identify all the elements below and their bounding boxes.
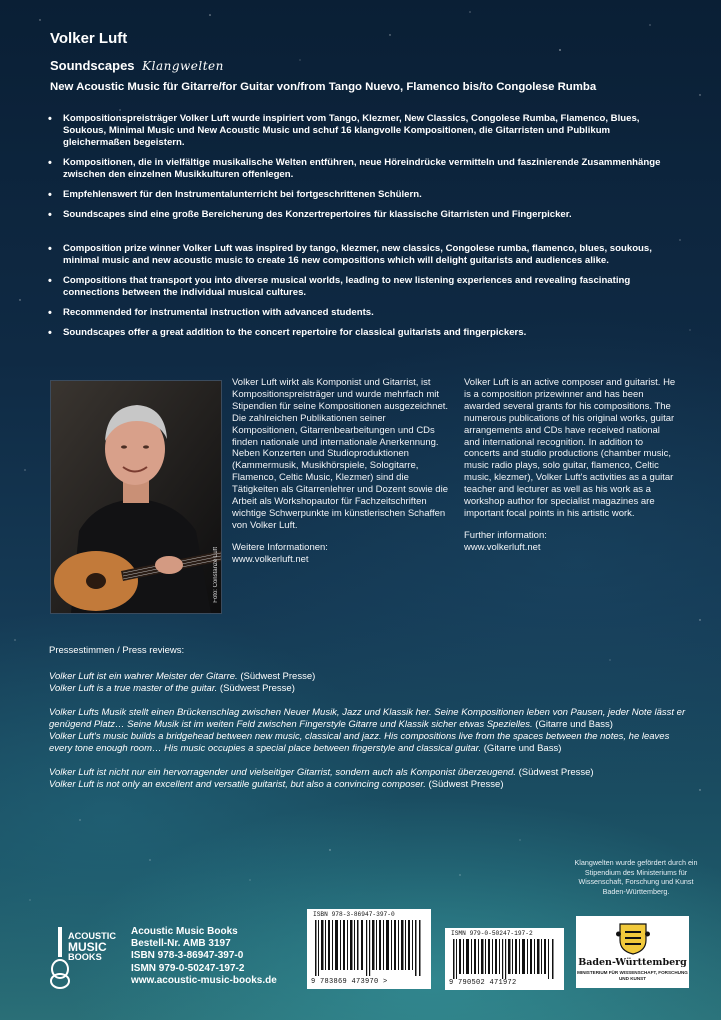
logo-line: BOOKS	[68, 952, 102, 962]
list-item: • Soundscapes offer a great addition to the concert repertoire for classical guitarists and fingerpickers.	[48, 327, 663, 339]
ismn: ISMN 979-0-50247-197-2	[131, 962, 245, 974]
publisher-name: Acoustic Music Books	[131, 926, 238, 937]
isbn-barcode-bars	[315, 920, 423, 976]
photo-credit: Foto: Constanze Luft	[213, 547, 219, 603]
bio-german-more-label: Weitere Informationen:	[232, 541, 328, 553]
review-quote: Volker Luft is a true master of the guitar.	[49, 683, 218, 694]
baden-wuerttemberg-name: Baden-Württemberg	[578, 957, 687, 968]
isbn: ISBN 978-3-86947-397-0	[131, 950, 244, 962]
review-source: (Gitarre und Bass)	[483, 743, 562, 754]
logo-line: MUSIC	[68, 939, 107, 954]
ministry-name: MINISTERIUM FÜR WISSENSCHAFT, FORSCHUNG UND KUNST	[577, 970, 688, 981]
list-item: • Compositions that transport you into diverse musical worlds, leading to new listening experiences and revealing fascinating connections between the individual musical cultures.	[48, 275, 663, 299]
review-source: (Südwest Presse)	[518, 767, 594, 778]
coat-of-arms-icon	[616, 920, 650, 956]
review-pair-3	[49, 767, 689, 791]
list-item: • Kompositionspreisträger Volker Luft wurde inspiriert vom Tango, Klezmer, New Classics, Congolese Rumba, Flamenco, Blues, Soukous, Minimal Music und New Acoustic Music und schuf 16 klangvolle Kompositionen, die Gitarristen und Publikum gleichermaßen begeistern.	[48, 113, 663, 149]
ismn-barcode-digits: 9 790502 471972	[449, 979, 517, 987]
bio-english-text: Volker Luft is an active composer and guitarist. He is a composition prizewinner and has been awarded several grants for his compositions. The numerous publications of his original works, guitar arrangements and CDs have received national and international recognition. In addition to concerts and studio productions (chamber music, music radio plays, solo guitar, flamenco, Celtic music, klezmer), Volker Luft's activities as a guitar teacher and lecturer as well as his work as a workshop author for specialist magazines are important focal points in his artistic work.	[464, 377, 676, 519]
review-source: (Gitarre und Bass)	[535, 719, 613, 730]
logo-line: ACOUSTIC	[68, 931, 116, 941]
bio-english-more-label: Further information:	[464, 529, 547, 541]
review-quote: Volker Luft ist ein wahrer Meister der Gitarre.	[49, 671, 238, 682]
baden-wuerttemberg-logo	[576, 916, 689, 988]
author-name: Volker Luft	[50, 30, 128, 47]
review-quote: Volker Luft's music builds a bridgehead between new music, classical and jazz. His compositions live from the spaces between the notes, he leaves every tone enough room… His music occupies a special place between fingerstyle and classical guitar.	[49, 731, 670, 754]
list-item: • Composition prize winner Volker Luft was inspired by tango, klezmer, new classics, Congolese rumba, flamenco, blues, soukous, minimal music and new acoustic music to create 16 new compositions which will delight guitarists and audiences alike.	[48, 243, 663, 267]
list-item: • Kompositionen, die in vielfältige musikalische Welten entführen, neue Höreindrücke vermitteln und faszinierende Zusammenhänge zwischen den einzelnen Musikkulturen offenlegen.	[48, 157, 663, 181]
publisher-url[interactable]: www.acoustic-music-books.de	[131, 974, 277, 986]
tagline: New Acoustic Music für Gitarre/for Guitar von/from Tango Nuevo, Flamenco bis/to Congolese Rumba	[50, 81, 597, 93]
author-photo-illustration	[51, 381, 221, 613]
bio-english-url[interactable]: www.volkerluft.net	[464, 541, 541, 553]
bio-german-text: Volker Luft wirkt als Komponist und Gitarrist, ist Kompositionspreisträger und wurde mehrfach mit Stipendien für seine Kompositionen ausgezeichnet. Die zahlreichen Publikationen seiner Kompositionen, Gitarrenbearbeitungen und CDs finden nationale und internationale Anerkennung. Neben Konzerten und Studioproduktionen (Kammermusik, Musikhörspiele, Sologitarre, Flamenco, Celtic Music, Klezmer) sind die Tätigkeiten als Gitarrenlehrer und Dozent sowie die Arbeit als Workshopautor für Fachzeitschriften wichtige Schwerpunkte im künstlerischen Schaffen von Volker Luft.	[232, 377, 449, 531]
bio-german-url[interactable]: www.volkerluft.net	[232, 553, 309, 565]
isbn-barcode-label: ISBN 978-3-86947-397-0	[313, 911, 395, 918]
bullet-list-german	[48, 113, 663, 229]
book-title-script: Klangwelten	[142, 59, 224, 73]
bio-german	[232, 377, 452, 566]
publisher-logo	[50, 925, 116, 989]
review-quote: Volker Luft ist nicht nur ein hervorragender und vielseitiger Gitarrist, sondern auch als Komponist überzeugend.	[49, 767, 516, 778]
isbn-barcode	[307, 909, 431, 989]
bullet-list-english	[48, 243, 663, 347]
funding-note: Klangwelten wurde gefördert durch ein Stipendium des Ministeriums für Wissenschaft, Forschung und Kunst Baden-Württemberg.	[574, 858, 698, 896]
review-quote: Volker Lufts Musik stellt einen Brückenschlag zwischen Neuer Musik, Jazz und Klassik her. Seine Kompositionen leben von Pausen, jeder Note lässt er genügend Platz… Seine Musik ist im weiten Feld zwischen Fingerstyle Gitarre und Klassik sicher etwas Spezielles.	[49, 707, 686, 730]
review-quote: Volker Luft is not only an excellent and versatile guitarist, but also a convincing composer.	[49, 779, 426, 790]
list-item: • Empfehlenswert für den Instrumentalunterricht bei fortgeschrittenen Schülern.	[48, 189, 663, 201]
book-title-main: Soundscapes	[50, 58, 135, 73]
review-source: (Südwest Presse)	[428, 779, 504, 790]
press-reviews	[49, 671, 689, 803]
review-source: (Südwest Presse)	[240, 671, 316, 682]
order-number: Bestell-Nr. AMB 3197	[131, 938, 231, 950]
ismn-barcode	[445, 928, 564, 990]
review-pair-2	[49, 707, 689, 755]
list-item: • Recommended for instrumental instruction with advanced students.	[48, 307, 663, 319]
ismn-barcode-bars	[453, 939, 557, 979]
guitar-logo-icon	[50, 925, 70, 989]
author-photo	[50, 380, 222, 614]
bio-english	[464, 377, 678, 554]
book-title	[50, 58, 224, 73]
isbn-barcode-digits: 9 783869 473970 >	[311, 978, 388, 986]
review-source: (Südwest Presse)	[219, 683, 295, 694]
publisher-info	[131, 926, 277, 987]
review-pair-1	[49, 671, 689, 695]
list-item: • Soundscapes sind eine große Bereicherung des Konzertrepertoires für klassische Gitarristen und Fingerpicker.	[48, 209, 663, 221]
ismn-barcode-label: ISMN 979-0-50247-197-2	[451, 930, 533, 937]
reviews-heading: Pressestimmen / Press reviews:	[49, 645, 185, 656]
publisher-logo-text	[68, 931, 116, 963]
